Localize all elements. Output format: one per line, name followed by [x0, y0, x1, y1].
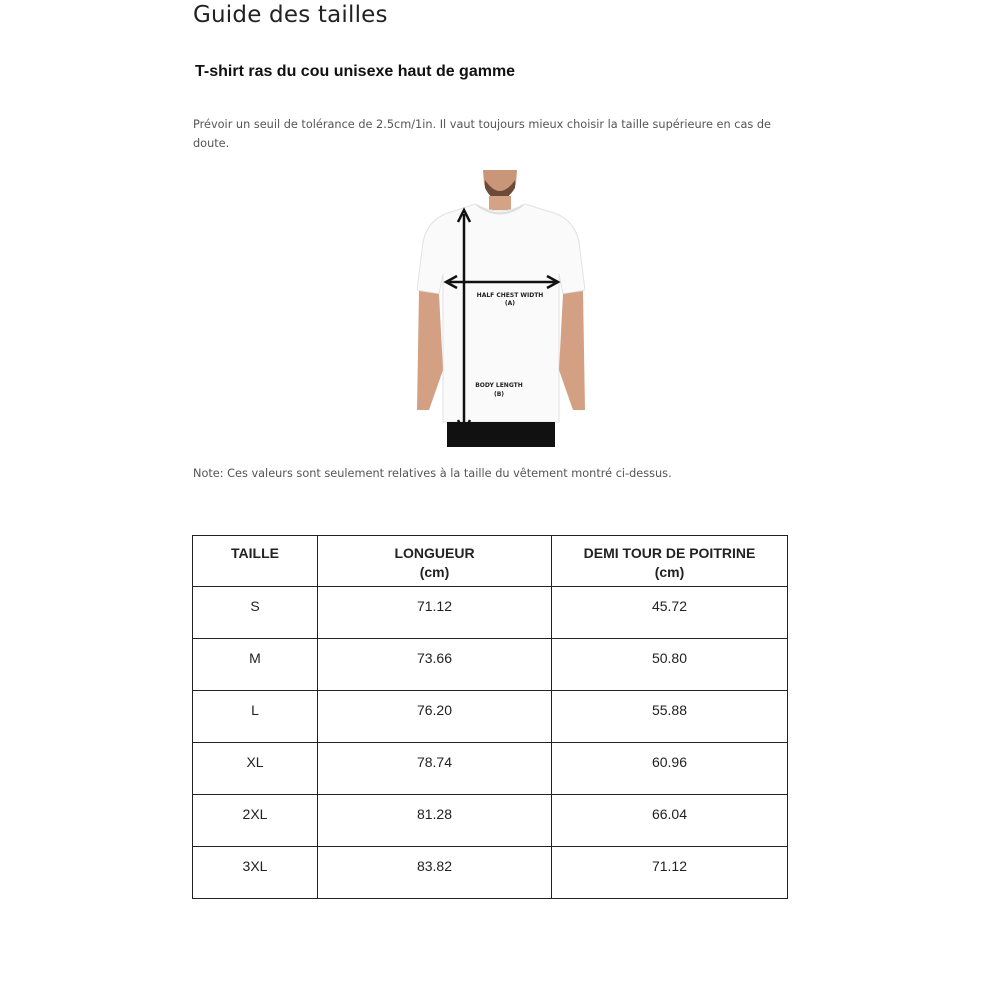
model-right-arm: [559, 291, 585, 410]
cell-chest: 71.12: [552, 847, 788, 899]
cell-size: S: [193, 587, 318, 639]
cell-size: M: [193, 639, 318, 691]
header-length-unit: (cm): [419, 564, 450, 580]
cell-chest: 45.72: [552, 587, 788, 639]
header-length-label: LONGUEUR: [394, 545, 475, 561]
cell-chest: 50.80: [552, 639, 788, 691]
header-length: [318, 536, 552, 587]
header-size: [193, 536, 318, 587]
header-chest: [552, 536, 788, 587]
cell-chest: 66.04: [552, 795, 788, 847]
cell-size: 2XL: [193, 795, 318, 847]
cell-length: 71.12: [318, 587, 552, 639]
cell-size: L: [193, 691, 318, 743]
cell-length: 76.20: [318, 691, 552, 743]
model-left-arm: [417, 291, 443, 410]
cell-chest: 55.88: [552, 691, 788, 743]
measurement-note: Note: Ces valeurs sont seulement relatives à la taille du vêtement montré ci-dessus.: [193, 467, 672, 480]
header-size-label: TAILLE: [231, 545, 279, 561]
table-header-row: [193, 536, 788, 587]
body-length-label-code: (B): [493, 391, 505, 398]
table-row: [193, 743, 788, 795]
tolerance-note: Prévoir un seuil de tolérance de 2.5cm/1in. Il vaut toujours mieux choisir la taille supérieure en cas de doute.: [193, 118, 771, 150]
header-chest-unit: (cm): [654, 564, 685, 580]
model-neck: [489, 196, 511, 210]
body-length-label: BODY LENGTH: [475, 382, 523, 389]
tshirt-model-figure: [417, 170, 585, 447]
size-chart-table: [192, 535, 788, 899]
tshirt-shape: [417, 204, 585, 422]
page-title: Guide des tailles: [193, 2, 388, 28]
chest-width-label-code: (A): [504, 300, 516, 307]
cell-chest: 60.96: [552, 743, 788, 795]
cell-length: 81.28: [318, 795, 552, 847]
cell-size: 3XL: [193, 847, 318, 899]
header-chest-label: DEMI TOUR DE POITRINE: [583, 545, 756, 561]
table-row: [193, 691, 788, 743]
table-row: [193, 795, 788, 847]
table-row: [193, 639, 788, 691]
cell-length: 73.66: [318, 639, 552, 691]
product-title: T-shirt ras du cou unisexe haut de gamme: [195, 63, 516, 80]
table-row: [193, 847, 788, 899]
table-row: [193, 587, 788, 639]
cell-length: 83.82: [318, 847, 552, 899]
tshirt-model-icon: [417, 170, 585, 447]
chest-width-label: HALF CHEST WIDTH: [476, 292, 544, 299]
cell-length: 78.74: [318, 743, 552, 795]
cell-size: XL: [193, 743, 318, 795]
